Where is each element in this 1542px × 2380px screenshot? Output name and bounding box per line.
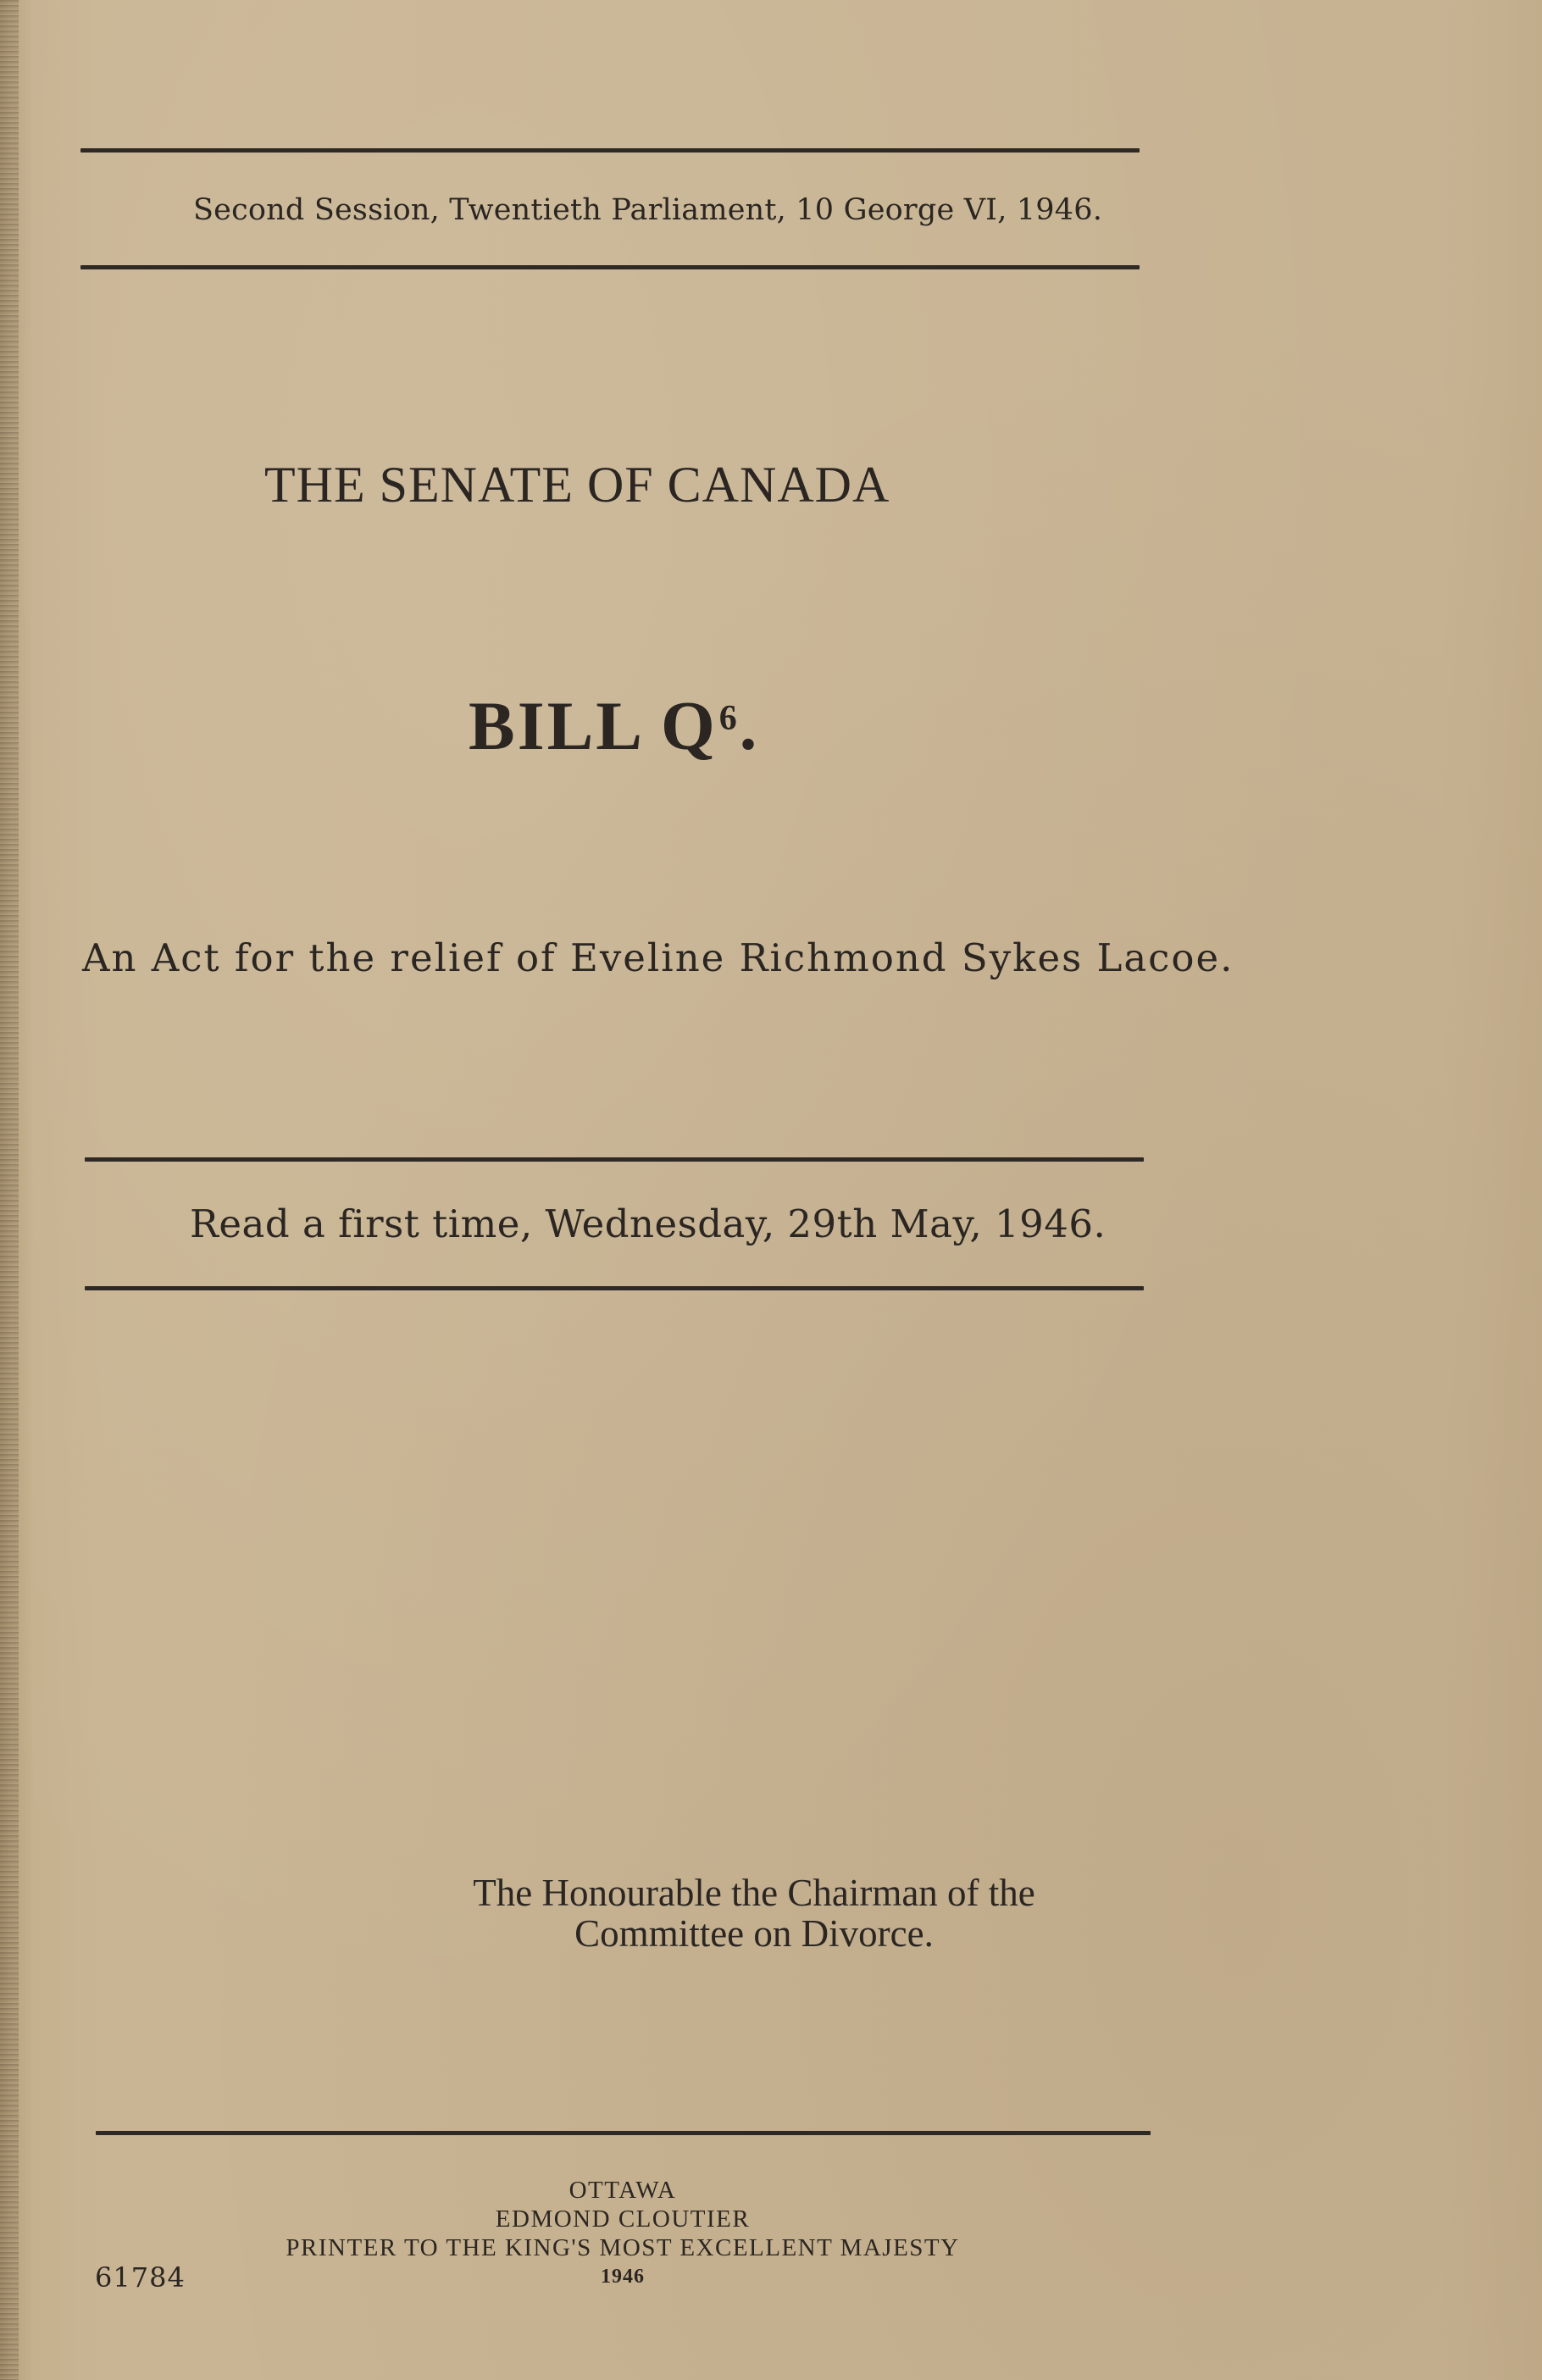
bill-superscript: 6 [718,698,740,738]
reading-bottom-rule [85,1286,1144,1290]
imprint-printer-title: PRINTER TO THE KING'S MOST EXCELLENT MAJESTY [286,2234,960,2261]
session-line: Second Session, Twentieth Parliament, 10 George VI, 1946. [193,193,1103,227]
imprint-printer: EDMOND CLOUTIER [495,2205,751,2233]
bill-title [469,686,759,766]
binding-edge [0,0,19,2380]
reading-top-rule [85,1157,1144,1162]
chamber-title: THE SENATE OF CANADA [264,457,890,513]
imprint-rule [96,2131,1151,2135]
bill-suffix: . [739,687,760,764]
document-number: 61784 [95,2261,186,2294]
imprint-city: OTTAWA [569,2177,677,2204]
sponsor-line-2: Committee on Divorce. [574,1912,934,1955]
bill-label: BILL Q [469,687,718,764]
imprint-block [246,2176,1000,2291]
act-description: An Act for the relief of Eveline Richmond Sykes Lacoe. [82,935,1234,980]
sponsor-block [373,1872,1135,1954]
session-rule [80,265,1140,269]
sponsor-line-1: The Honourable the Chairman of the [473,1872,1035,1914]
top-rule [80,148,1140,153]
reading-status: Read a first time, Wednesday, 29th May, 1946. [190,1201,1107,1246]
imprint-year: 1946 [601,2266,645,2288]
